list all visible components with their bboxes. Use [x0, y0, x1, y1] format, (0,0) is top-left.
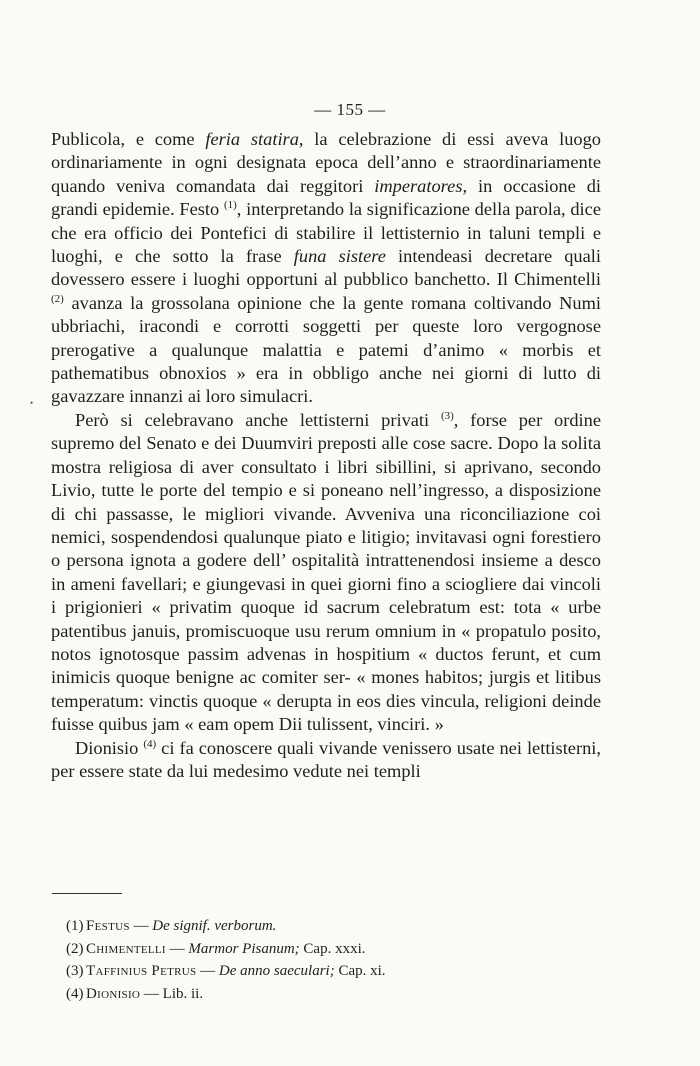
stray-mark: •: [30, 398, 34, 408]
body-text: [51, 128, 601, 783]
text-run: , forse per ordine supremo del Senato e dei Duumviri preposti alle cose sacre. Dopo la solita mostra religiosa di aver consultato i libri sibillini, si aprivano, secondo Livio, tutte le porte del tempio e si poneano nell’ingresso, a disposizione di chi passasse, le migliori vivande. Avveniva una riconciliazione coi nemici, sospendendosi qualunque piato e litigio; invitavasi ogni forestiero o persona ignota a godere dell’ ospitalità intrattenendosi insieme a desco in ameni favellari; e giungevasi in quei giorni fino a sciogliere dai vincoli i prigionieri « privatim quoque id sacrum celebratum est: tota « urbe patentibus januis, promiscuoque usu rerum omnium in « propatulo posito, notos ignotosque passim advenas in hospitium « ductos ferunt, et cum inimicis quoque benigne ac comiter ser- « mones habitos; jurgis et litibus temperatum: vinctis quoque « derupta in eos dies vincula, religioni deinde fuisse quibus jam « eam opem Dii tulissent, vinciri. »: [51, 409, 602, 735]
footnote-item: [66, 915, 586, 938]
italic-text: funa sistere: [293, 246, 386, 267]
text-run: ci fa conoscere quali vivande venissero usate nei lettisterni, per essere state da lui medesimo vedute nei templi: [51, 737, 602, 781]
footnote-item: [66, 960, 586, 983]
paragraph: [51, 128, 601, 409]
text-run: intendeasi decretare quali dovessero essere i luoghi opportuni al pubblico banchetto. Il Chimentelli: [51, 246, 601, 290]
italic-text: feria statira: [205, 129, 299, 149]
footnote-ref: (2): [51, 292, 64, 305]
footnote-ref: (3): [440, 409, 454, 422]
page-number: — 155 —: [314, 100, 386, 119]
footnote-author: Festus: [86, 918, 130, 934]
footnote-title: De signif. verborum.: [152, 918, 277, 934]
footnote-ref: (1): [223, 199, 237, 212]
footnote-author: Chimentelli: [86, 940, 166, 957]
text-run: in occasione di grandi epidemie. Festo: [51, 175, 602, 220]
text-run: Dionisio: [75, 737, 144, 758]
footnote-number: (2): [66, 940, 84, 957]
footnote-dash: —: [129, 918, 153, 934]
footnote-title: Marmor Pisanum;: [188, 940, 300, 957]
footnotes: [66, 915, 586, 1005]
text-run: , interpretando la significazione della parola, dice che era officio dei Pontefici di stabilire il lettisternio in taluni templi e luoghi, e che sotto la frase: [51, 199, 601, 267]
footnote-number: (1): [66, 918, 84, 934]
footnote-reference: Cap. xxxi.: [299, 940, 366, 957]
text-run: Publicola, e come: [51, 129, 206, 149]
footnote-title: De anno saeculari;: [218, 963, 335, 979]
text-run: Però si celebravano anche lettisterni privati: [75, 409, 441, 430]
footnote-number: (4): [66, 985, 84, 1002]
text-run: avanza la grossolana opinione che la gente romana coltivando Numi ubbriachi, iracondi e corrotti soggetti per queste loro vergognose prerogative a qualunque malattia e patemi d’animo « morbis et pathematibus obnoxios » era in obbligo anche nei giorni di lutto di gavazzare innanzi ai loro simulacri.: [51, 292, 601, 407]
text-run: , la celebrazione di essi aveva luogo ordinariamente in ogni designata epoca dell’anno e straordinariamente quando veniva comandata dai reggitori: [51, 129, 601, 196]
footnote-rule: [52, 893, 122, 894]
italic-text: imperatores,: [374, 175, 468, 196]
footnote-reference: Lib. ii.: [162, 985, 204, 1002]
footnote-author: Taffinius Petrus: [86, 963, 197, 979]
footnote-item: [66, 938, 586, 961]
footnote-author: Dionisio: [86, 985, 141, 1002]
paragraph: [51, 409, 601, 737]
footnote-dash: —: [140, 985, 163, 1002]
footnote-dash: —: [196, 963, 219, 979]
footnote-reference: Cap. xi.: [334, 963, 386, 979]
paragraph: [51, 737, 601, 784]
footnote-dash: —: [165, 940, 189, 957]
footnote-ref: (4): [143, 737, 157, 750]
footnote-item: [66, 983, 586, 1006]
footnote-number: (3): [66, 963, 84, 979]
